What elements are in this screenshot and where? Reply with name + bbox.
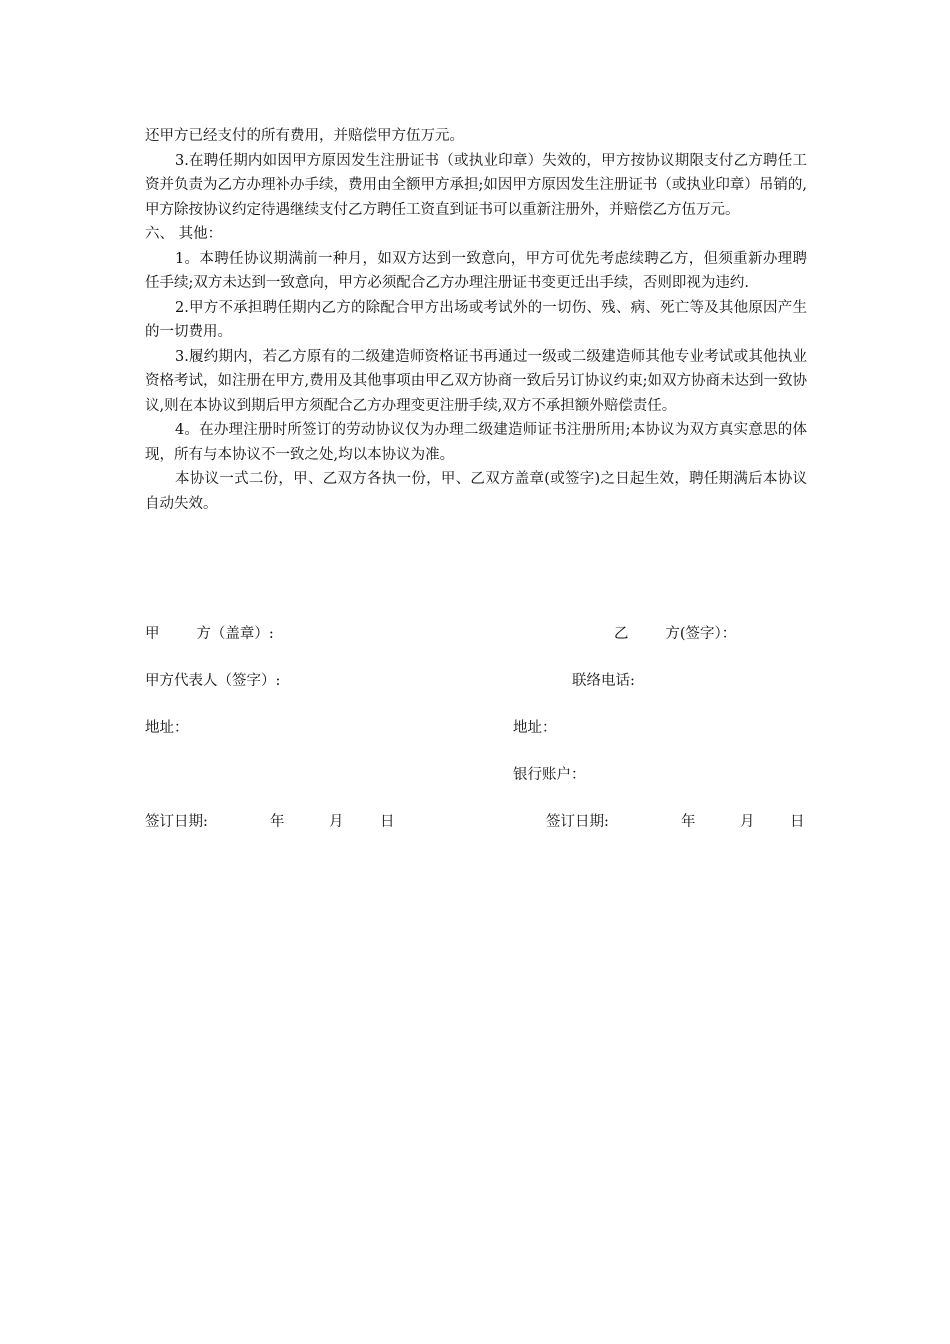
party-a-date-day: 日 (380, 814, 395, 830)
contact-phone-label: 联络电话: (572, 673, 635, 689)
section-heading-other: 六、 其他： (145, 226, 223, 242)
party-b-date-label: 签订日期: (546, 814, 609, 830)
party-a-seal-label: 甲 方（盖章）: (145, 626, 274, 642)
party-a-date-label: 签订日期: (145, 814, 208, 830)
party-b-sign-label: 乙 方(签字）： (614, 626, 737, 642)
paragraph-clause-6-2: 2.甲方不承担聘任期内乙方的除配合甲方出场或考试外的一切伤、残、病、死亡等及其他原因产生的一切费用。 (145, 299, 807, 340)
paragraph-clause-6-3: 3.履约期内，若乙方原有的二级建造师资格证书再通过一级或二级建造师其他专业考试或其他执业资格考试，如注册在甲方,费用及其他事项由甲乙双方协商一致后另订协议约束;如双方协商未达到一致协议,则在本协议到期后甲方须配合乙方办理变更注册手续,双方不承担额外赔偿责任。 (145, 348, 807, 414)
paragraph-clause-6-4: 4。在办理注册时所签订的劳动协议仅为办理二级建造师证书注册所用;本协议为双方真实意思的体现，所有与本协议不一致之处,均以本协议为准。 (145, 422, 807, 463)
agreement-body (145, 124, 807, 516)
party-a-date-month: 月 (329, 814, 344, 830)
bank-account-label: 银行账户： (513, 767, 586, 783)
paragraph-clause-5-3: 3.在聘任期内如因甲方原因发生注册证书（或执业印章）失效的，甲方按协议期限支付乙方聘任工资并负责为乙方办理补办手续，费用由全额甲方承担;如因甲方原因发生注册证书（或执业印章）吊销的,甲方除按协议约定待遇继续支付乙方聘任工资直到证书可以重新注册外，并赔偿乙方伍万元。 (145, 152, 807, 218)
paragraph-effective-clause: 本协议一式二份，甲、乙双方各执一份，甲、乙双方盖章(或签字)之日起生效，聘任期满后本协议自动失效。 (145, 471, 807, 512)
party-b-date-day: 日 (790, 814, 805, 830)
paragraph-continuation: 还甲方已经支付的所有费用，并赔偿甲方伍万元。 (145, 128, 464, 144)
party-a-representative-label: 甲方代表人（签字）: (145, 673, 281, 689)
party-b-date-year: 年 (681, 814, 696, 830)
party-a-date-year: 年 (270, 814, 285, 830)
party-b-date-month: 月 (740, 814, 755, 830)
party-a-address-label: 地址： (145, 720, 189, 736)
party-b-address-label: 地址： (513, 720, 557, 736)
paragraph-clause-6-1: 1。本聘任协议期满前一种月，如双方达到一致意向，甲方可优先考虑续聘乙方，但须重新办理聘任手续;双方未达到一致意向，甲方必须配合乙方办理注册证书变更迁出手续，否则即视为违约. (145, 250, 807, 291)
